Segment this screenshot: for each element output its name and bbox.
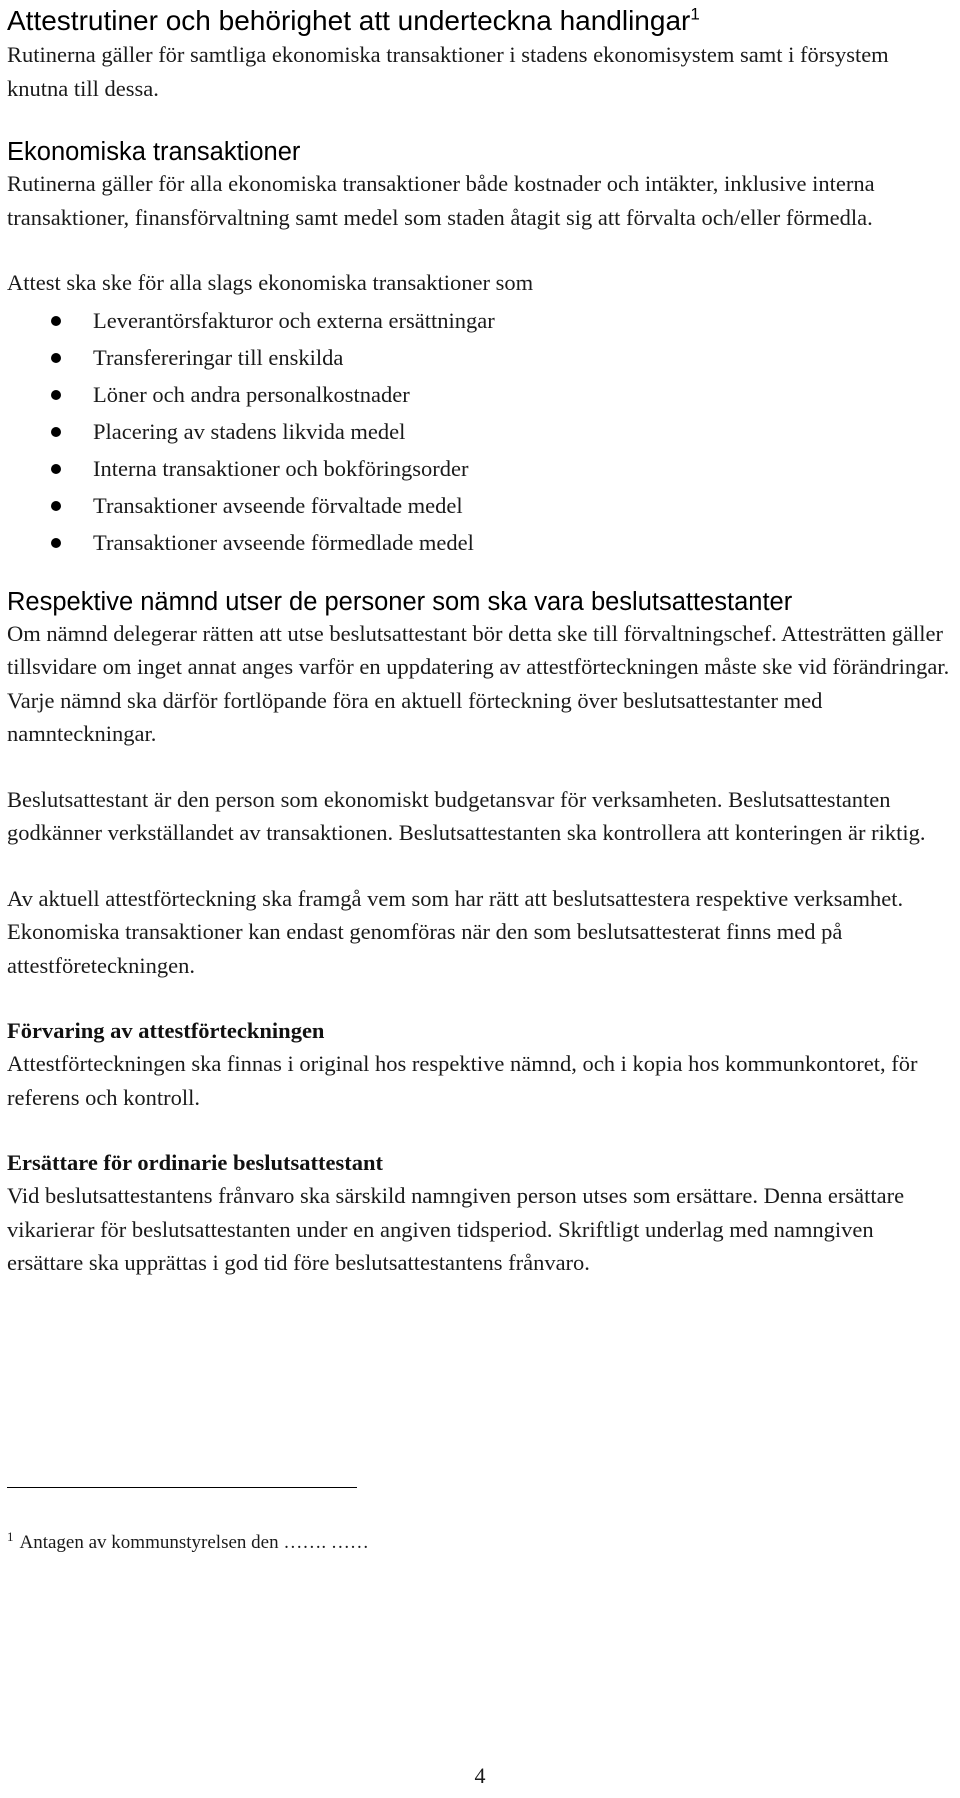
attest-lead-text: Attest ska ske för alla slags ekonomiska transaktioner som — [7, 270, 534, 295]
forvaring-text: Attestförteckningen ska finnas i original hos respektive nämnd, och i kopia hos kommunkontoret, för referens och kontroll. — [7, 1051, 918, 1110]
list-item: Leverantörsfakturor och externa ersättningar — [7, 302, 951, 339]
document-page — [7, 4, 951, 1280]
list-item: Transfereringar till enskilda — [7, 339, 951, 376]
respektive-paragraph-3: Av aktuell attestförteckning ska framgå vem som har rätt att beslutsattestera respektive verksamhet. Ekonomiska transaktioner kan endast genomföras när den som beslutsattesterat finns med på attestföreteckningen. — [7, 885, 904, 978]
intro-paragraph: Rutinerna gäller för samtliga ekonomiska transaktioner i stadens ekonomisystem samt i försystem knutna till dessa. — [7, 42, 889, 101]
heading-ersattare: Ersättare för ordinarie beslutsattestant — [7, 1150, 383, 1175]
bullet-icon — [51, 501, 61, 511]
page-number: 4 — [474, 1763, 486, 1788]
footnote — [7, 1528, 369, 1555]
footnote-text: Antagen av kommunstyrelsen den ……. …… — [19, 1532, 369, 1553]
bullet-icon — [51, 538, 61, 548]
ersattare-text: Vid beslutsattestantens frånvaro ska särskild namngiven person utses som ersättare. Denna ersättare vikarierar för beslutsattestanten under en angiven tidsperiod. Skriftligt underlag med namngiven ersättare ska upprättas i god tid före beslutsattestantens frånvaro. — [7, 1183, 905, 1275]
page-title — [7, 4, 951, 38]
list-item: Transaktioner avseende förmedlade medel — [7, 524, 951, 561]
respektive-paragraph-2: Beslutsattestant är den person som ekonomiskt budgetansvar för verksamheten. Beslutsattestanten godkänner verkställandet av transaktionen. Beslutsattestanten ska kontrollera att konteringen är riktig. — [7, 786, 926, 845]
bullet-icon — [51, 464, 61, 474]
heading-respektive-namnd: Respektive nämnd utser de personer som ska vara beslutsattestanter — [7, 587, 793, 616]
bullet-icon — [51, 427, 61, 437]
bullet-icon — [51, 353, 61, 363]
bullet-icon — [51, 390, 61, 400]
title-footnote-marker: 1 — [690, 4, 700, 24]
page-title-text: Attestrutiner och behörighet att underteckna handlingar — [7, 5, 691, 36]
bullet-icon — [51, 316, 61, 326]
attest-bullet-list — [7, 302, 951, 561]
ekonomiska-transaktioner-text: Rutinerna gäller för alla ekonomiska transaktioner både kostnader och intäkter, inklusive interna transaktioner, finansförvaltning samt medel som staden åtagit sig att förvalta och/eller förmedla. — [7, 171, 875, 230]
footnote-separator — [7, 1487, 357, 1488]
list-item: Placering av stadens likvida medel — [7, 413, 951, 450]
list-item: Löner och andra personalkostnader — [7, 376, 951, 413]
heading-ekonomiska-transaktioner: Ekonomiska transaktioner — [7, 138, 301, 166]
heading-forvaring: Förvaring av attestförteckningen — [7, 1018, 325, 1043]
footnote-marker: 1 — [7, 1528, 14, 1544]
list-item: Transaktioner avseende förvaltade medel — [7, 487, 951, 524]
list-item: Interna transaktioner och bokföringsorder — [7, 450, 951, 487]
respektive-paragraph-1: Om nämnd delegerar rätten att utse beslutsattestant bör detta ske till förvaltningschef. Attesträtten gäller tillsvidare om inget annat anges varför en uppdatering av attestförteckningen måste ske vid förändringar. Varje nämnd ska därför fortlöpande föra en aktuell förteckning över beslutsattestanter med namnteckningar. — [7, 620, 950, 746]
